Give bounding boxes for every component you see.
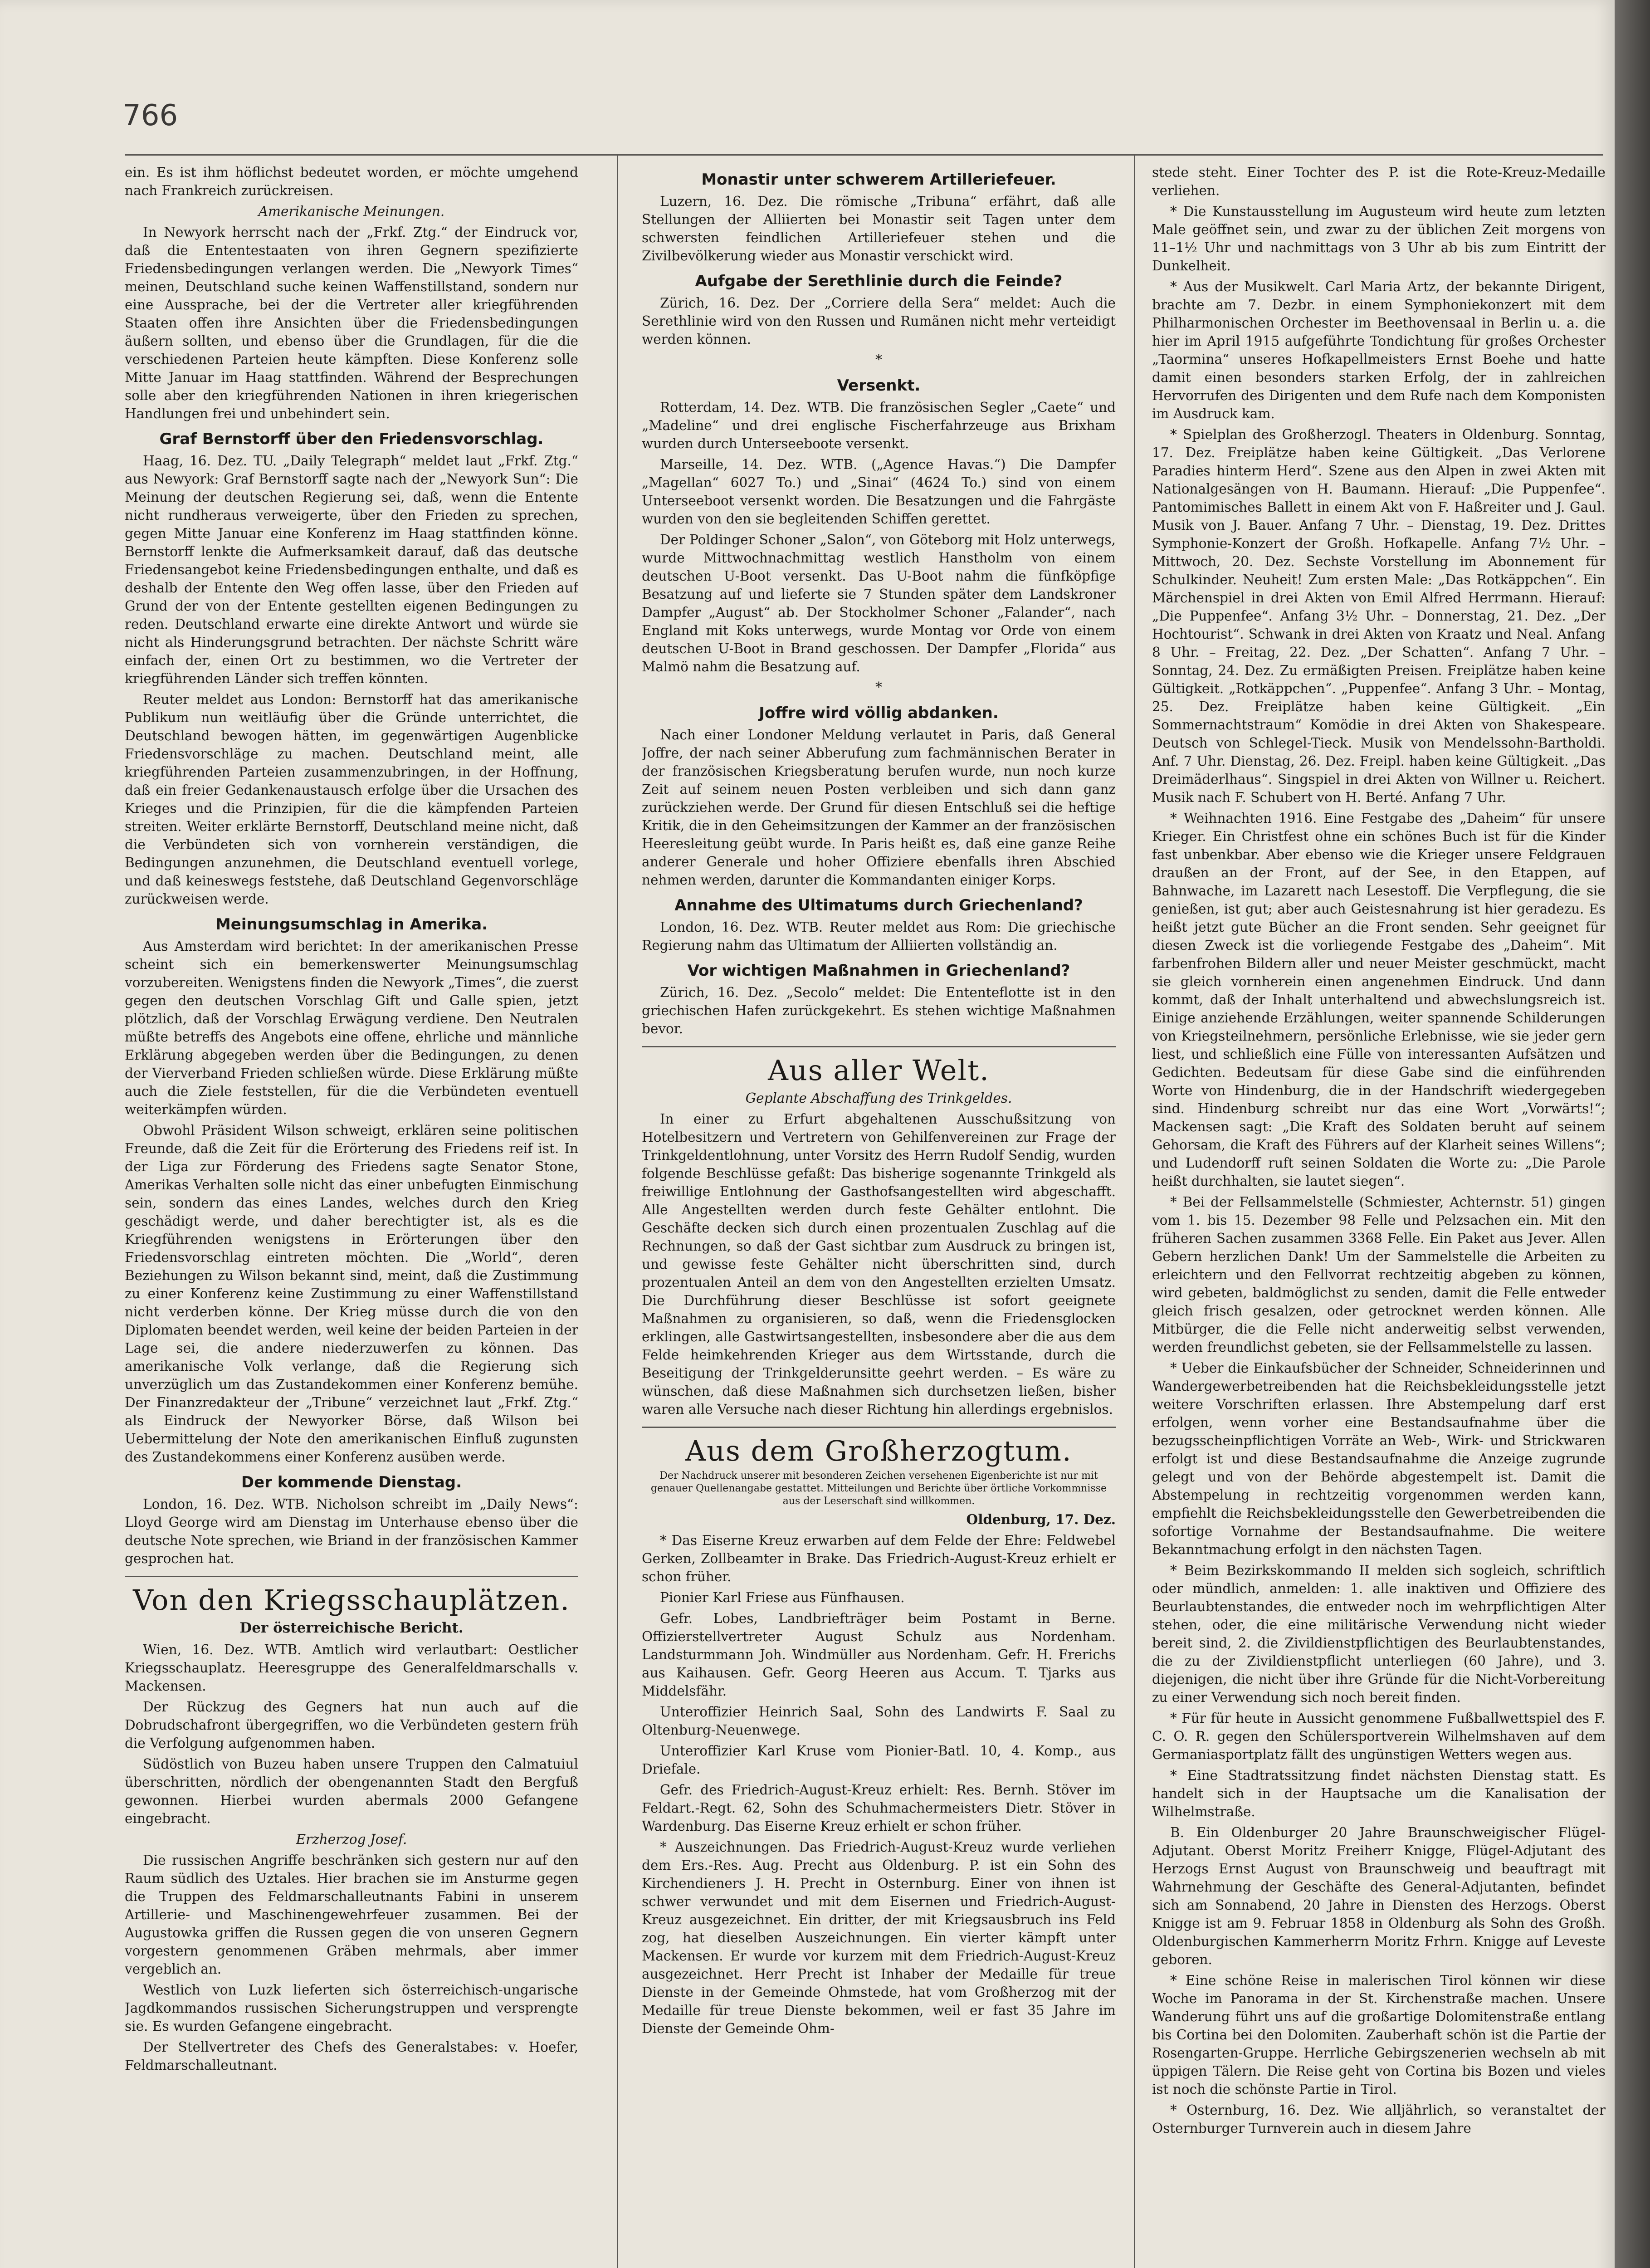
paragraph: * Eine Stadtratssitzung findet nächsten Dienstag statt. Es handelt sich in der Hauptsache um die Kanalisation der Wilhelmstraße. [1152, 1768, 1606, 1819]
paragraph: In Newyork herrscht nach der „Frkf. Ztg.“ der Eindruck vor, daß die Ententestaaten von ihren Gegnern spezifizierte Friedensbedingungen verlangen werden. Die „Newyork Times“ meinen, Deutschland suche keinen Waffenstillstand, sondern nur eine Aussprache, bei der die Vertreter aller kriegführenden Staaten offen ihre Ansichten über die Friedensbedingungen äußern sollten, und ebenso über die Grundlagen, für die die verschiedenen Parteien heute kämpften. Diese Konferenz solle Mitte Januar im Haag stattfinden. Während der Besprechungen solle aber den kriegführenden Nationen in ihren kriegerischen Handlungen frei und unbehindert sein. [125, 225, 578, 421]
paragraph: * Beim Bezirkskommando II melden sich sogleich, schriftlich oder mündlich, anmelden: 1. alle inaktiven und Offiziere des Beurlaubtenstandes, die entweder noch im wehrpflichtigen Alter stehen, oder, die eine militärische Verwendung nicht wieder bereit sind, 2. die Zivildienstpflichtigen des Beurlaubtenstandes, die zu der Zivildienstpflicht unterliegen (60 Jahre), und 3. diejenigen, die nicht über ihre Gründe für die Nicht-Vorbereitung zu einer Verwendung sich noch bereit finden. [1152, 1563, 1606, 1705]
paragraph: London, 16. Dez. WTB. Nicholson schreibt im „Daily News“: Lloyd George wird am Dienstag im Unterhause ebenso über die deutsche Note sprechen, wie Briand in der französischen Kammer gesprochen hat. [125, 1496, 578, 1566]
page-edge-shadow [1615, 0, 1650, 2268]
paragraph: Zürich, 16. Dez. „Secolo“ meldet: Die Ententeflotte ist in den griechischen Hafen zurückgekehrt. Es stehen wichtige Maßnahmen bevor. [642, 985, 1116, 1036]
paragraph: * Für für heute in Aussicht genommene Fußballwettspiel des F. C. O. R. gegen den Schülersportverein Wilhelmshaven auf dem Germaniasportplatz fällt des ungünstigen Wetters wegen aus. [1152, 1711, 1606, 1762]
paragraph: In einer zu Erfurt abgehaltenen Ausschußsitzung von Hotelbesitzern und Vertretern von Gehilfenvereinen zur Frage der Trinkgeldentlohnung, unter Vorsitz des Herrn Rudolf Sendig, wurden folgende Beschlüsse gefaßt: Das bisherige sogenannte Trinkgeld als freiwillige Entlohnung der Gasthofsangestellten wird abgeschafft. Alle Angestellten werden durch feste Gehälter entlohnt. Die Geschäfte decken sich durch einen prozentualen Zuschlag auf die Rechnungen, so daß der Gast sichtbar zum Ausdruck zu bringen ist, und gewisse feste Gehälter nicht überschritten sind, durch prozentualen Anteil an dem von den Angestellten erzielten Umsatz. Die Durchführung dieser Beschlüsse ist sofort geeignete Maßnahmen zu organisieren, so daß, wenn die Friedensglocken erklingen, alle Gastwirtsangestellten, insbesondere aber die aus dem Felde heimkehrenden Krieger aus dem Wirtsstande, durch die Beseitigung der Trinkgelderunsitte geehrt werden. – Es wäre zu wünschen, daß diese Maßnahmen sich durchsetzen ließen, bisher waren alle Versuche nach dieser Richtung hin allerdings ergebnislos. [642, 1111, 1116, 1417]
paragraph: Luzern, 16. Dez. Die römische „Tribuna“ erfährt, daß alle Stellungen der Alliierten bei Monastir seit Tagen unter dem schwersten feindlichen Artilleriefeuer stehen und die Zivilbevölkerung wieder aus Monastir verschickt wird. [642, 194, 1116, 264]
column-1 [125, 163, 578, 2268]
paragraph: * Ueber die Einkaufsbücher der Schneider, Schneiderinnen und Wandergewerbetreibenden hat die Reichsbekleidungsstelle jetzt weitere Vorschriften erlassen. Ihre Abstempelung darf erst erfolgen, wenn vorher eine Bestandsaufnahme über die bezugsscheinpflichtigen Vorräte an Web-, Wirk- und Strickwaren erfolgt ist und diese Bestandsaufnahme die Anzeige zugrunde gelegt und von der Behörde abgestempelt ist. Damit die Abstempelung in rechtzeitig vorgenommen werden kann, empfiehlt die Reichsbekleidungsstelle den Gewerbetreibenden die sofortige Vornahme der Bestandsaufnahme. Die weitere Bekanntmachung erfolgt in den nächsten Tagen. [1152, 1360, 1606, 1557]
paragraph: Südöstlich von Buzeu haben unsere Truppen den Calmatuiul überschritten, nördlich der obengenannten Stadt den Bergfuß gewonnen. Hierbei wurden abermals 2000 Gefangene eingebracht. [125, 1756, 578, 1826]
paragraph: * Eine schöne Reise in malerischen Tirol können wir diese Woche im Panorama in der St. Kirchenstraße machen. Unsere Wanderung führt uns auf die großartige Dolomitenstraße entlang bis Cortina bei den Dolomiten. Zauberhaft schön ist die Partie der Rosengarten-Gruppe. Herrliche Gebirgszenerien wechseln ab mit üppigen Tälern. Die Reise geht von Cortina bis Bozen und vieles ist noch die schönste Partie in Tirol. [1152, 1973, 1606, 2097]
paragraph: Gefr. des Friedrich-August-Kreuz erhielt: Res. Bernh. Stöver im Feldart.-Regt. 62, Sohn des Schuhmachermeisters Dietr. Stöver in Wardenburg. Das Eiserne Kreuz erhielt er schon früher. [642, 1782, 1116, 1834]
paragraph: Zürich, 16. Dez. Der „Corriere della Sera“ meldet: Auch die Serethlinie wird von den Russen und Rumänen nicht mehr verteidigt werden können. [642, 295, 1116, 347]
paragraph: Wien, 16. Dez. WTB. Amtlich wird verlautbart: Oestlicher Kriegsschauplatz. Heeresgruppe des Generalfeldmarschalls v. Mackensen. [125, 1642, 578, 1694]
subheading: Erzherzog Josef. [296, 1832, 407, 1847]
paragraph: * Aus der Musikwelt. Carl Maria Artz, der bekannte Dirigent, brachte am 7. Dezbr. in einem Symphoniekonzert mit dem Philharmonischen Orchester im Beethovensaal in Berlin u. a. die hier im April 1915 aufgeführte Tondichtung für großes Orchester „Taormina“ unseres Hofkapellmeisters Ernst Boehe und hatte damit einen besonders starken Erfolg, der in zahlreichen Hervorrufen des Dirigenten und dem Rufe nach dem Komponisten im Ausdruck kam. [1152, 279, 1606, 421]
article-headline: Der kommende Dienstag. [241, 1473, 462, 1491]
paragraph: Westlich von Luzk lieferten sich österreichisch-ungarische Jagdkommandos russischen Sicherungstruppen und versprengte sie. Es wurden Gefangene eingebracht. [125, 1982, 578, 2034]
article-headline: Der österreichische Bericht. [239, 1620, 464, 1636]
section-rule [125, 1576, 578, 1577]
paragraph: * Osternburg, 16. Dez. Wie alljährlich, so veranstaltet der Osternburger Turnverein auch in diesem Jahre [1152, 2102, 1606, 2136]
paragraph: Obwohl Präsident Wilson schweigt, erklären seine politischen Freunde, daß die Zeit für die Erörterung des Friedens reif ist. In der Liga zur Förderung des Friedens sagte Senator Stone, Amerikas Verhalten solle nicht das einer unbefugten Einmischung sein, sondern das eines Landes, welches durch den Krieg geschädigt werde, und daher berechtigter ist, als es die Kriegführenden wenigstens in Erörterungen über den Friedensvorschlag eintreten möchten. Die „World“, deren Beziehungen zu Wilson bekannt sind, meint, daß die Zustimmung zu einer Konferenz keine Zustimmung zu einer Waffenstillstand nicht verderben könne. Der Krieg müsse durch die von den Diplomaten beendet werden, weil keine der beiden Parteien in der Lage sei, die andere niederzuwerfen zu können. Das amerikanische Volk verlange, daß die Regierung sich unverzüglich um das Zustandekommen einer Konferenz bemühe. Der Finanzredakteur der „Tribune“ verzeichnet laut „Frkf. Ztg.“ als Eindruck der Newyorker Börse, daß Wilson bei Uebermittelung der Note den amerikanischen Einfluß zugunsten des Zustandekommens einer Konferenz ausüben werde. [125, 1123, 578, 1465]
paragraph: Der Rückzug des Gegners hat nun auch auf die Dobrudschafront übergegriffen, wo die Verbündeten gestern früh die Verfolgung aufgenommen haben. [125, 1699, 578, 1751]
article-headline: Vor wichtigen Maßnahmen in Griechenland? [687, 962, 1070, 980]
article-headline: Meinungsumschlag in Amerika. [215, 915, 488, 934]
column-rule [1134, 154, 1135, 2268]
paragraph: * Spielplan des Großherzogl. Theaters in Oldenburg. Sonntag, 17. Dez. Freiplätze haben keine Gültigkeit. „Das Verlorene Paradies hinterm Herd“. Szene aus den Alpen in zwei Akten mit Nationalgesängen von H. Baumann. Hierauf: „Die Puppenfee“. Pantomimisches Ballett in einem Akt von F. Haßreiter und J. Gaul. Musik von J. Bauer. Anfang 7 Uhr. – Dienstag, 19. Dez. Drittes Symphonie-Konzert der Großh. Hofkapelle. Anfang 7½ Uhr. – Mittwoch, 20. Dez. Sechste Vorstellung im Abonnement für Schulkinder. Neuheit! Zum ersten Male: „Das Rotkäppchen“. Ein Märchenspiel in drei Akten von Emil Alfred Herrmann. Hierauf: „Die Puppenfee“. Anfang 3½ Uhr. – Donnerstag, 21. Dez. „Der Hochtourist“. Schwank in drei Akten von Kraatz und Neal. Anfang 8 Uhr. – Freitag, 22. Dez. „Der Schatten“. Anfang 7 Uhr. – Sonntag, 24. Dez. Zu ermäßigten Preisen. Freiplätze haben keine Gültigkeit. „Rotkäppchen“. „Puppenfee“. Anfang 3 Uhr. – Montag, 25. Dez. Freiplätze haben keine Gültigkeit. „Ein Sommernachtstraum“ Komödie in drei Akten von Shakespeare. Deutsch von Schlegel-Tieck. Musik von Mendelssohn-Bartholdi. Anf. 7 Uhr. Dienstag, 26. Dez. Freipl. haben keine Gültigkeit. „Das Dreimäderlhaus“. Singspiel in drei Akten von Willner u. Reichert. Musik nach F. Schubert von H. Berté. Anfang 7 Uhr. [1152, 427, 1606, 805]
paragraph: Rotterdam, 14. Dez. WTB. Die französischen Segler „Caete“ und „Madeline“ und drei englische Fischerfahrzeuge aus Brixham wurden durch Unterseeboote versenkt. [642, 400, 1116, 451]
paragraph: Marseille, 14. Dez. WTB. („Agence Havas.“) Die Dampfer „Magellan“ 6027 To.) und „Sinai“ (4624 To.) sind von einem Unterseeboot versenkt worden. Die Besatzungen und die Fahrgäste wurden von den sie begleitenden Schiffen gerettet. [642, 457, 1116, 527]
paragraph: Unteroffizier Karl Kruse vom Pionier-Batl. 10, 4. Komp., aus Driefale. [642, 1743, 1116, 1777]
reprint-note: Der Nachdruck unserer mit besonderen Zeichen versehenen Eigenberichte ist nur mit genauer Quellenangabe gestattet. Mitteilungen und Berichte über örtliche Vorkommnisse aus der Leserschaft sind willkommen. [650, 1470, 1107, 1507]
paragraph: Die russischen Angriffe beschränken sich gestern nur auf den Raum südlich des Uztales. Hier brachen sie im Ansturme gegen die Truppen des Feldmarschalleutnants Fabini in unserem Artillerie- und Maschinengewehrfeuer zusammen. Bei der Augustowka griffen die Russen gegen die von unseren Gegnern vorgestern genommenen Gräben mehrmals, aber immer vergeblich an. [125, 1853, 578, 1977]
page-number: 766 [122, 99, 178, 132]
column-rule [617, 154, 618, 2268]
paragraph: Aus Amsterdam wird berichtet: In der amerikanischen Presse scheint sich ein bemerkenswerter Meinungsumschlag vorzubereiten. Wenigstens finden die Newyork „Times“, die zuerst gegen den deutschen Vorschlag Gift und Galle spien, jetzt plötzlich, daß der Vorschlag Erwägung verdiene. Den Neutralen müßte betreffs des Angebots eine offene, ehrliche und männliche Erklärung abgegeben werden über die Bedingungen, zu denen der Vierverband Frieden schließen würde. Diese Erklärung müßte auch die Ziele feststellen, für die die Verbündeten eventuell weiterkämpfen würden. [125, 938, 578, 1117]
article-headline: Aufgabe der Serethlinie durch die Feinde? [695, 272, 1063, 290]
paragraph: stede steht. Einer Tochter des P. ist die Rote-Kreuz-Medaille verliehen. [1152, 165, 1606, 198]
separator-star: * [875, 352, 882, 368]
subheading: Geplante Abschaffung des Trinkgeldes. [745, 1090, 1012, 1106]
section-headline: Aus aller Welt. [768, 1054, 990, 1087]
paragraph: * Auszeichnungen. Das Friedrich-August-Kreuz wurde verliehen dem Ers.-Res. Aug. Precht aus Oldenburg. P. ist ein Sohn des Kirchendieners J. H. Precht in Osternburg. Einer von ihnen ist schwer verwundet und mit dem Eisernen und Friedrich-August-Kreuz ausgezeichnet. Ein dritter, der mit Kriegsausbruch ins Feld zog, hat dieselben Auszeichnungen. Ein vierter kämpft unter Mackensen. Er wurde vor kurzem mit dem Friedrich-August-Kreuz ausgezeichnet. Herr Precht ist Inhaber der Medaille für treue Dienste in der Gemeinde Ohmstede, hat vom Großherzog mit der Medaille für treue Dienste bekommen, weil er fast 35 Jahre im Dienste der Gemeinde Ohm- [642, 1839, 1116, 2036]
section-rule [642, 1046, 1116, 1047]
header-rule [125, 154, 1603, 156]
paragraph: * Weihnachten 1916. Eine Festgabe des „Daheim“ für unsere Krieger. Ein Christfest ohne ein schönes Buch ist für die Kinder fast unbenkbar. Aber ebenso wie die Krieger unsere Feldgrauen draußen an der Front, auf der See, in den Etappen, auf Bahnwache, im Lazarett nach Lesestoff. Die Verpflegung, die sie genießen, ist gut; aber auch Geistesnahrung ist hier geradezu. Es heißt jetzt gute Bücher an die Front senden. Sehr geeignet für diesen Zweck ist die vorliegende Festgabe des „Daheim“. Mit farbenfrohen Bildern aller und neuer Meister geschmückt, macht sie gleich vornherein einen angenehmen Eindruck. Und dann kommt, daß der Inhalt unterhaltend und abwechslungsreich ist. Einige anziehende Erzählungen, weiter spannende Schilderungen von Kriegsteilnehmern, persönliche Erlebnisse, wie sie jeder gern liest, und schließlich eine Fülle von interessanten Aufsätzen und Gedichten. Bedeutsam für diese Gabe sind die einführenden Worte von Hindenburg, die in der Handschrift wiedergegeben sind. Hindenburg schreibt nur das eine Wort „Vorwärts!“; Mackensen sagt: „Die Kraft des Soldaten beruht auf seinem Gehorsam, die Kraft des Führers auf der Klarheit seines Willens“; und Ludendorff ruft seinen Soldaten die Worte zu: „Die Parole heißt durchhalten, sie lautet siegen“. [1152, 811, 1606, 1189]
paragraph: London, 16. Dez. WTB. Reuter meldet aus Rom: Die griechische Regierung nahm das Ultimatum der Alliierten vollständig an. [642, 919, 1116, 953]
paragraph: B. Ein Oldenburger 20 Jahre Braunschweigischer Flügel-Adjutant. Oberst Moritz Freiherr Knigge, Flügel-Adjutant des Herzogs Ernst August von Braunschweig und beauftragt mit Wahrnehmung der Geschäfte des General-Adjutanten, befindet sich am Sonnabend, 20 Jahre in Diensten des Herzogs. Oberst Knigge ist am 9. Februar 1858 in Oldenburg als Sohn des Großh. Oldenburgischen Kammerherrn Moritz Frhrn. Knigge auf Leveste geboren. [1152, 1825, 1606, 1967]
paragraph: * Das Eiserne Kreuz erwarben auf dem Felde der Ehre: Feldwebel Gerken, Zollbeamter in Brake. Das Friedrich-August-Kreuz erhielt er schon früher. [642, 1533, 1116, 1584]
paragraph: * Die Kunstausstellung im Augusteum wird heute zum letzten Male geöffnet sein, und zwar zu der üblichen Zeit morgens von 11–1½ Uhr und nachmittags von 3 Uhr ab bis zum Eintritt der Dunkelheit. [1152, 204, 1606, 274]
subheading: Amerikanische Meinungen. [258, 204, 445, 219]
dateline: Oldenburg, 17. Dez. [966, 1511, 1116, 1527]
article-headline: Versenkt. [837, 376, 921, 395]
paragraph: Haag, 16. Dez. TU. „Daily Telegraph“ meldet laut „Frkf. Ztg.“ aus Newyork: Graf Bernstorff sagte nach der „Newyork Sun“: Die Meinung der deutschen Regierung sei, daß, wenn die Entente nicht rundheraus verweigerte, über den Frieden zu sprechen, gegen Mitte Januar eine Konferenz im Haag stattfinden könne. Bernstorff lenkte die Aufmerksamkeit darauf, daß das deutsche Friedensangebot keine Friedensbedingungen enthalte, und daß es deshalb der Entente den Weg offen lasse, über den Frieden auf Grund der von der Entente gestellten eigenen Bedingungen zu reden. Deutschland erwarte eine direkte Antwort und würde sie nicht als Hinderungsgrund betrachten. Der nächste Schritt wäre einfach der, einen Ort zu bestimmen, wo die Vertreter der kriegführenden Länder sich treffen könnten. [125, 453, 578, 686]
paragraph: Unteroffizier Heinrich Saal, Sohn des Landwirts F. Saal zu Oltenburg-Neuenwege. [642, 1704, 1116, 1738]
paragraph: Reuter meldet aus London: Bernstorff hat das amerikanische Publikum nun weitläufig über die Gründe unterrichtet, die Deutschland bewogen hätten, im gegenwärtigen Augenblicke Friedensvorschläge zu machen. Deutschland meint, alle kriegführenden Parteien zusammenzubringen, in der Hoffnung, daß ein freier Gedankenaustausch erfolge über die Ursachen des Krieges und die Prinzipien, für die die kämpfenden Parteien streiten. Weiter erklärte Bernstorff, Deutschland meine nicht, daß die Verbündeten sich von vornherein verständigen, die Bedingungen anzunehmen, die Deutschland eventuell vorlege, und daß keineswegs feststehe, daß Deutschland Gegenvorschläge zurückweisen werde. [125, 692, 578, 907]
paragraph: Pionier Karl Friese aus Fünfhausen. [660, 1590, 905, 1605]
paragraph: * Bei der Fellsammelstelle (Schmiester, Achternstr. 51) gingen vom 1. bis 15. Dezember 98 Felle und Pelzsachen ein. Mit den früheren Sachen zusammen 3368 Felle. Ein Paket aus Jever. Allen Gebern herzlichen Dank! Um der Sammelstelle die Arbeiten zu erleichtern und den Fellvorrat rechtzeitig abgeben zu können, wird gebeten, baldmöglichst zu senden, damit die Felle entweder gleich frisch gesalzen, oder getrocknet werden können. Alle Mitbürger, die die Felle nicht anderweitig selbst verwenden, werden freundlichst gebeten, sie der Fellsammelstelle zu lassen. [1152, 1194, 1606, 1355]
section-headline: Aus dem Großherzogtum. [685, 1434, 1072, 1467]
article-headline: Annahme des Ultimatums durch Griechenland? [674, 896, 1083, 914]
paragraph: Der Stellvertreter des Chefs des Generalstabes: v. Hoefer, Feldmarschalleutnant. [125, 2039, 578, 2073]
column-2 [642, 163, 1116, 2268]
paragraph: Gefr. Lobes, Landbriefträger beim Postamt in Berne. Offizierstellvertreter August Schulz aus Nordenham. Landsturmmann Joh. Windmüller aus Nordenham. Gefr. H. Frerichs aus Kaihausen. Gefr. Georg Heeren aus Accum. T. Tjarks aus Middelsfähr. [642, 1611, 1116, 1699]
column-3 [1152, 163, 1606, 2268]
section-headline: Von den Kriegsschauplätzen. [133, 1584, 570, 1617]
section-rule [642, 1427, 1116, 1428]
paragraph: Der Poldinger Schoner „Salon“, von Göteborg mit Holz unterwegs, wurde Mittwochnachmittag westlich Hanstholm von einem deutschen U-Boot versenkt. Das U-Boot nahm die fünfköpfige Besatzung auf und lieferte sie 7 Stunden später dem Landskroner Dampfer „August“ ab. Der Stockholmer Schoner „Falander“, nach England mit Koks unterwegs, wurde Montag vor Orde von einem deutschen U-Boot in Brand geschossen. Der Dampfer „Florida“ aus Malmö nahm die Besatzung auf. [642, 532, 1116, 675]
paragraph: ein. Es ist ihm höflichst bedeutet worden, er möchte umgehend nach Frankreich zurückreisen. [125, 165, 578, 198]
article-headline: Monastir unter schwerem Artilleriefeuer. [701, 171, 1056, 189]
separator-star: * [875, 679, 882, 695]
paragraph: Nach einer Londoner Meldung verlautet in Paris, daß General Joffre, der nach seiner Abberufung zum fachmännischen Berater in der französischen Kriegsberatung berufen wurde, nun noch kurze Zeit auf seinem neuen Posten verbleiben und sich dann ganz zurückziehen werde. Der Grund für diesen Entschluß sei die heftige Kritik, die in den Geheimsitzungen der Kammer an der französischen Heeresleitung geübt wurde. In Paris heißt es, daß eine ganze Reihe anderer Generale und hoher Offiziere ebenfalls ihren Abschied nehmen werden, darunter die Kommandanten einiger Korps. [642, 727, 1116, 888]
article-headline: Graf Bernstorff über den Friedensvorschlag. [159, 430, 544, 448]
article-headline: Joffre wird völlig abdanken. [759, 704, 999, 722]
